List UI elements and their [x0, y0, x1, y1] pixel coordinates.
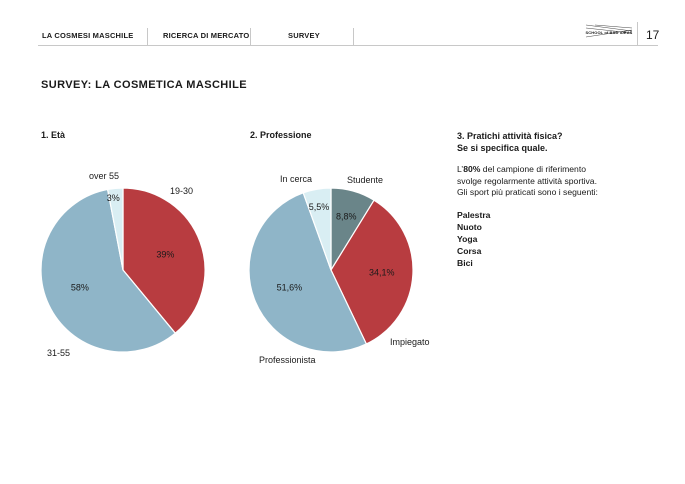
category-label-31-55: 31-55: [47, 348, 71, 358]
category-label-in-cerca: In cerca: [280, 174, 313, 184]
nav-divider: [637, 22, 638, 45]
question-3-title: 3. Pratichi attività fisica?: [457, 131, 563, 141]
data-label-studente: 8,8%: [335, 211, 357, 222]
data-label-over-55: 3%: [106, 193, 120, 204]
category-label-19-30: 19-30: [170, 186, 194, 196]
chart-1-title: 1. Età: [41, 130, 66, 140]
body-highlight-percent: 80%: [463, 164, 481, 174]
body-line-2: svolge regolarmente attività sportiva.: [457, 175, 597, 186]
nav-divider: [250, 28, 251, 45]
sport-item: Palestra: [457, 209, 491, 220]
question-3-subtitle: Se si specifica quale.: [457, 143, 548, 153]
body-prefix: L’: [457, 164, 464, 174]
sports-list: [457, 209, 657, 269]
page-header: [0, 0, 685, 48]
data-label-19-30: 39%: [156, 249, 175, 260]
nav-item-cosmesi-maschile[interactable]: LA COSMESI MASCHILE: [42, 31, 134, 40]
chart-2-title: 2. Professione: [250, 130, 312, 140]
page-title: SURVEY: LA COSMETICA MASCHILE: [41, 79, 247, 91]
nav-item-survey[interactable]: SURVEY: [288, 31, 320, 40]
sport-item: Corsa: [457, 245, 482, 256]
sport-item: Yoga: [457, 233, 478, 244]
page-number: 17: [646, 28, 660, 42]
category-label-professionista: Professionista: [259, 355, 316, 365]
nav-divider: [147, 28, 148, 45]
body-line-1: del campione di riferimento: [480, 164, 586, 174]
data-label-professionista: 51,6%: [276, 282, 303, 293]
category-label-over-55: over 55: [89, 171, 120, 181]
data-label-impiegato: 34,1%: [369, 267, 395, 278]
age-pie-chart: [0, 150, 230, 370]
question-3-body: [457, 164, 657, 199]
category-label-studente: Studente: [347, 175, 384, 185]
nav-divider: [353, 28, 354, 45]
header-rule: [38, 45, 658, 46]
nav-item-ricerca-di-mercato[interactable]: RICERCA DI MERCATO: [163, 31, 250, 40]
profession-pie-chart: [230, 150, 450, 370]
data-label-in-cerca: 5,5%: [308, 201, 330, 212]
body-line-3: Gli sport più praticati sono i seguenti:: [457, 187, 598, 197]
category-label-impiegato: Impiegato: [390, 337, 430, 347]
sport-item: Nuoto: [457, 221, 482, 232]
question-3-block: [457, 130, 657, 269]
logo-text: SCHOOL of BAD IDEAS: [585, 30, 633, 35]
sport-item: Bici: [457, 257, 473, 268]
data-label-31-55: 58%: [70, 282, 89, 293]
